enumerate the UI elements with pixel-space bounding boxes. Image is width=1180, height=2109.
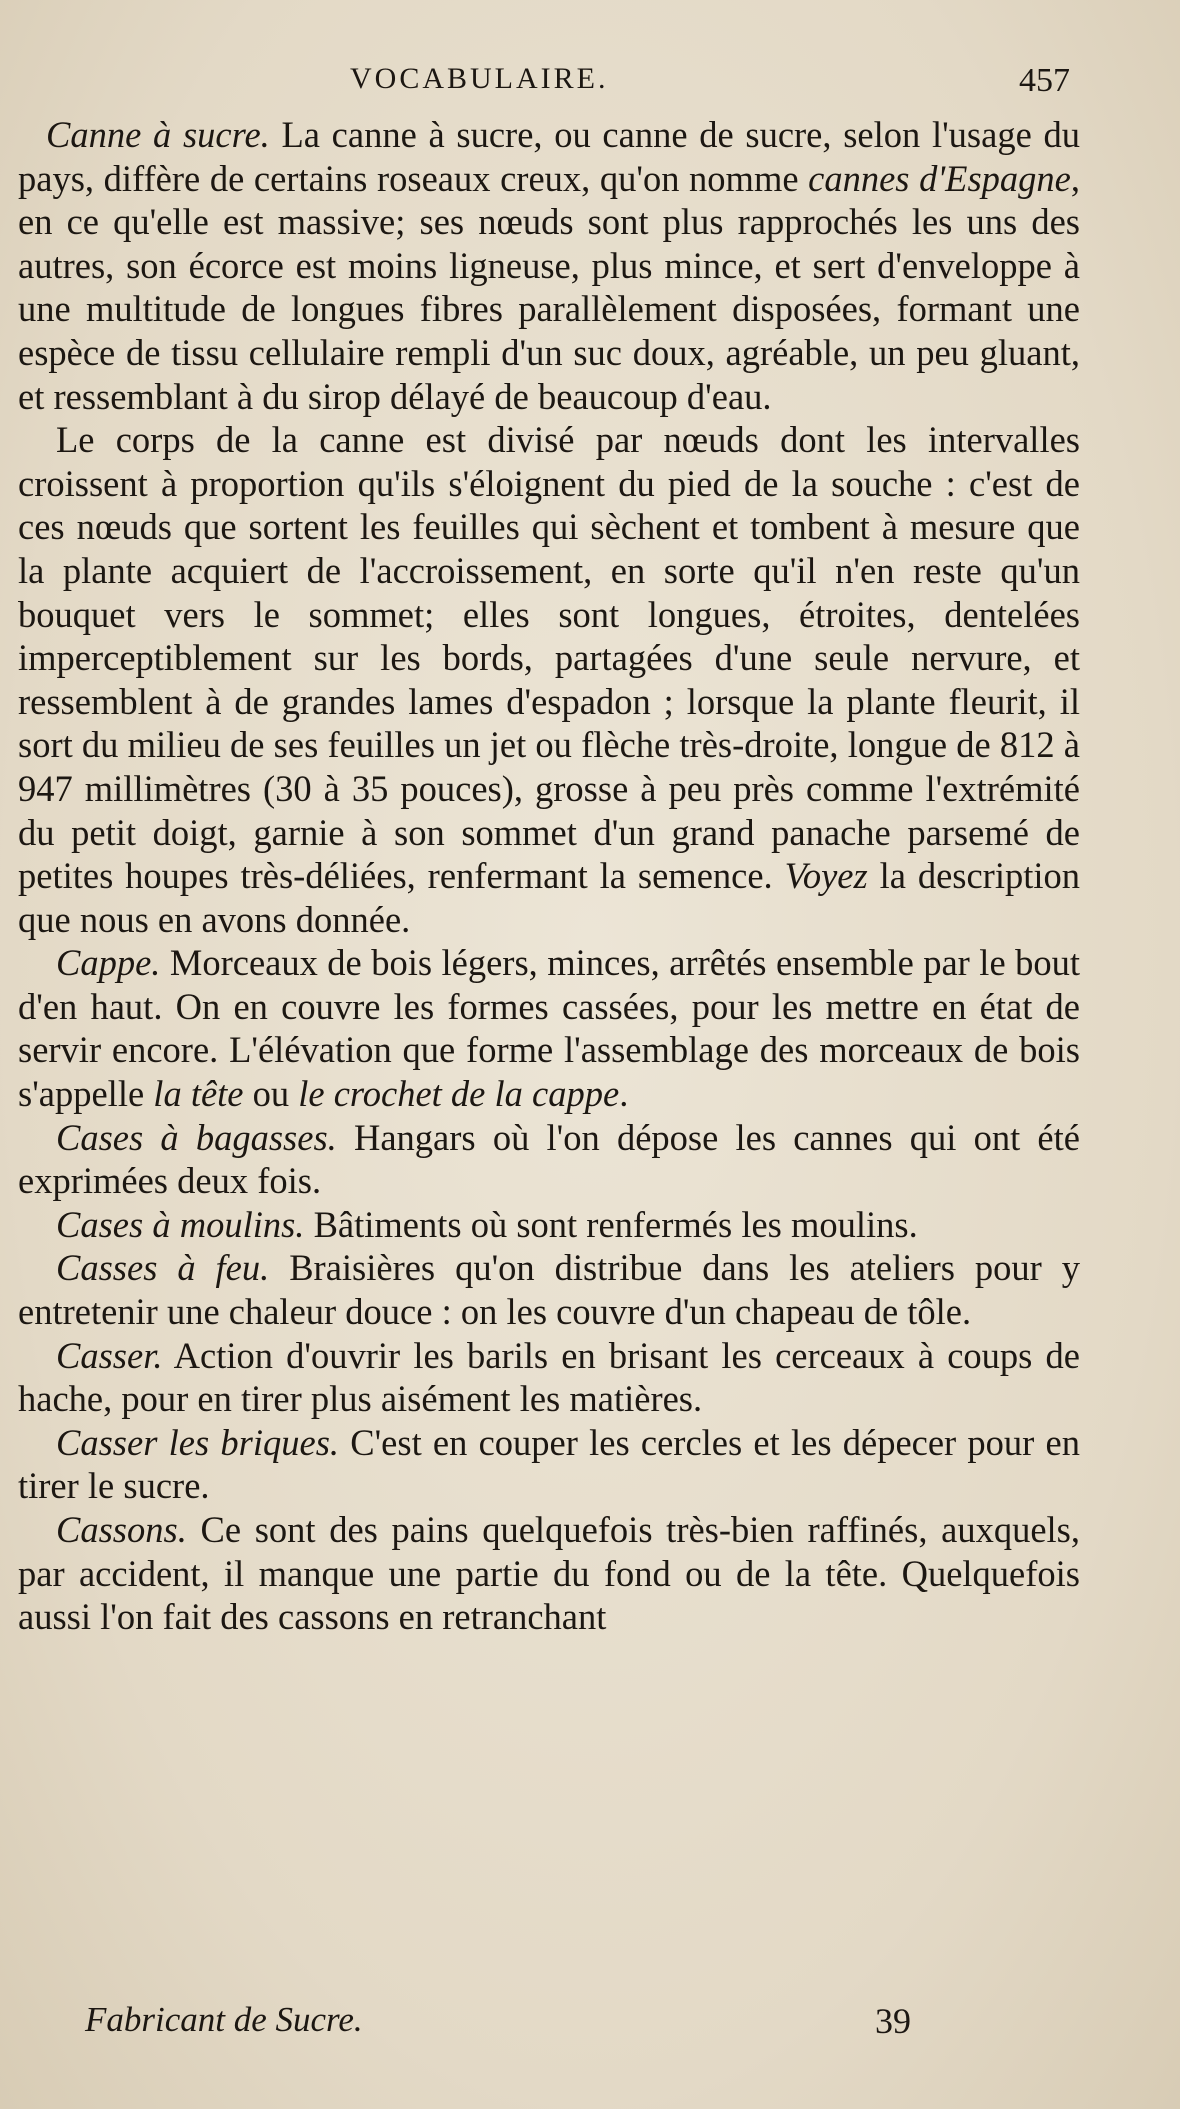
entry-cassons: [18, 1508, 1080, 1639]
entry-cappe: [18, 941, 1080, 1115]
entry-term: Cassons.: [56, 1509, 187, 1550]
entry-canne-a-sucre: [18, 113, 1080, 418]
signature-mark: Fabricant de Sucre.: [85, 2000, 363, 2039]
entry-term: Casser.: [56, 1334, 163, 1376]
paragraph-italic: Voyez: [784, 855, 868, 897]
entry-cases-a-moulins: [18, 1203, 1080, 1247]
entry-text-tail: .: [619, 1073, 629, 1115]
entry-term: Canne à sucre.: [46, 114, 270, 155]
entry-italic-2: le crochet de la cappe: [298, 1073, 620, 1115]
entry-italic: la tête: [153, 1073, 244, 1115]
entry-text: Hangars où l'on dépose les cannes qui ont été exprimées deux fois.: [18, 1116, 1080, 1202]
entry-text: Action d'ouvrir les barils en brisant les cerceaux à coups de hache, pour en tirer plus aisément les matières.: [18, 1334, 1080, 1420]
entry-text: Bâtiments où sont renfermés les moulins.: [304, 1203, 918, 1245]
signature-number: 39: [875, 2001, 911, 2041]
entry-text: La canne à sucre, ou canne de sucre, selon l'usage du pays, diffère de certains roseaux creux, qu'on nomme: [18, 114, 1080, 199]
paragraph-corps-de-la-canne: [18, 418, 1080, 941]
page-number: 457: [1019, 62, 1070, 99]
entry-casser: [18, 1334, 1080, 1421]
entry-casser-les-briques: [18, 1421, 1080, 1508]
entry-term: Cases à bagasses.: [56, 1116, 337, 1158]
entry-cases-a-bagasses: [18, 1116, 1080, 1203]
entry-text: Morceaux de bois légers, minces, arrêtés ensemble par le bout d'en haut. On en couvre les formes cassées, pour les mettre en état de servir encore. L'élévation que forme l'assemblage des morceaux de bois s'appelle: [18, 942, 1080, 1115]
entry-term: Casses à feu.: [56, 1247, 270, 1289]
running-title: VOCABULAIRE.: [350, 62, 609, 95]
entry-text-mid: ou: [243, 1073, 299, 1115]
paragraph-text: Le corps de la canne est divisé par nœuds dont les intervalles croissent à proportion qu'ils s'éloignent du pied de la souche : c'est de ces nœuds que sortent les feuilles qui sèchent et tombent à mesure que la plante acquiert de l'accroissement, en sorte qu'il n'en reste qu'un bouquet vers le sommet; elles sont longues, étroites, dentelées imperceptiblement sur les bords, partagées d'une seule nervure, et ressemblent à de grandes lames d'espadon ; lorsque la plante fleurit, il sort du milieu de ses feuilles un jet ou flèche très-droite, longue de 812 à 947 millimètres (30 à 35 pouces), grosse à peu près comme l'extrémité du petit doigt, garnie à son sommet d'un grand panache parsemé de petites houpes très-déliées, renfermant la semence.: [18, 419, 1080, 897]
entry-term: Cappe.: [56, 942, 161, 984]
page-footer: [0, 2000, 1180, 2050]
entry-term: Cases à moulins.: [56, 1203, 305, 1245]
entry-text: C'est en couper les cercles et les dépecer pour en tirer le sucre.: [18, 1421, 1080, 1507]
entry-term: Casser les briques.: [56, 1421, 340, 1463]
entry-text-tail: , en ce qu'elle est massive; ses nœuds sont plus rapprochés les uns des autres, son écorce est moins ligneuse, plus mince, et sert d'enveloppe à une multitude de longues fibres parallèlement disposées, formant une espèce de tissu cellulaire rempli d'un suc doux, agréable, un peu gluant, et ressemblant à du sirop délayé de beaucoup d'eau.: [18, 157, 1080, 417]
entry-italic: cannes d'Espagne: [808, 157, 1071, 199]
entry-text: Braisières qu'on distribue dans les ateliers pour y entretenir une chaleur douce : on les couvre d'un chapeau de tôle.: [18, 1247, 1080, 1333]
entry-casses-a-feu: [18, 1246, 1080, 1333]
running-head: [0, 62, 1180, 102]
body-text: [18, 113, 1080, 1639]
paragraph-text-tail: la description que nous en avons donnée.: [18, 855, 1080, 940]
entry-text: Ce sont des pains quelquefois très-bien raffinés, auxquels, par accident, il manque une partie du fond ou de la tête. Quelquefois aussi l'on fait des cassons en retranchant: [18, 1509, 1080, 1638]
